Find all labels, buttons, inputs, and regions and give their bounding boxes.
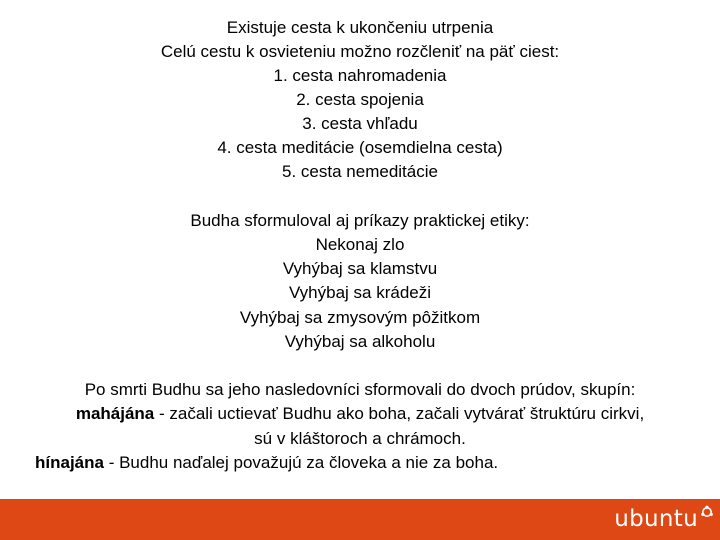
paragraph-mahayana (0, 402, 720, 426)
term-hinayana: hínajána (35, 453, 104, 472)
list-item-ethics-4: Vyhýbaj sa zmysovým pôžitkom (239, 308, 481, 327)
circle-of-friends-icon (700, 505, 714, 519)
list-item-path-2: 2. cesta spojenia (296, 90, 424, 109)
list-item-ethics-3: Vyhýbaj sa krádeži (288, 283, 432, 302)
footer-bar (0, 499, 720, 540)
paragraph-five-paths-intro: Celú cestu k osvieteniu možno rozčleniť na päť ciest: (160, 42, 560, 61)
hinayana-description: - Budhu naďalej považujú za človeka a nie za boha. (103, 453, 499, 472)
list-item-ethics-1: Nekonaj zlo (315, 235, 405, 254)
paragraph-two-schools-intro: Po smrti Budhu sa jeho nasledovníci sformovali do dvoch prúdov, skupín: (84, 380, 636, 399)
list-item-path-1: 1. cesta nahromadenia (273, 66, 447, 85)
list-item-path-4: 4. cesta meditácie (osemdielna cesta) (217, 138, 503, 157)
list-item-ethics-2: Vyhýbaj sa klamstvu (282, 259, 438, 278)
paragraph-ethics-heading: Budha sformuloval aj príkazy praktickej etiky: (190, 211, 530, 230)
list-item-path-5: 5. cesta nemeditácie (282, 162, 438, 181)
term-mahayana: mahájána (75, 404, 155, 423)
paragraph-suffering-path: Existuje cesta k ukončeniu utrpenia (226, 18, 494, 37)
list-item-path-3: 3. cesta vhľadu (302, 114, 418, 133)
mahayana-description: - začali uctievať Budhu ako boha, začali vytvárať štruktúru cirkvi, (154, 404, 645, 423)
ubuntu-logo-text: ubuntu (614, 506, 698, 532)
paragraph-mahayana-continued: sú v kláštoroch a chrámoch. (254, 429, 466, 448)
list-item-ethics-5: Vyhýbaj sa alkoholu (284, 332, 436, 351)
paragraph-hinayana (35, 451, 675, 475)
